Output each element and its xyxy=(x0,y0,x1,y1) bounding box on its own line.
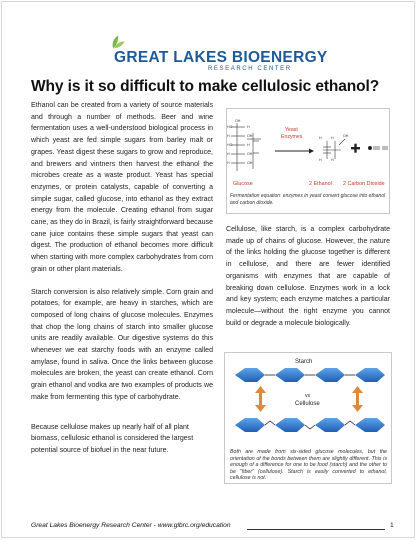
glbrc-logo xyxy=(104,28,328,72)
fermentation-equation-diagram xyxy=(227,109,391,193)
page-number: 1 xyxy=(390,522,394,529)
logo-name: GREAT LAKES BIOENERGY xyxy=(114,49,328,66)
co2-molecule-icon xyxy=(368,146,388,150)
footer-divider xyxy=(247,529,385,530)
svg-text:OH: OH xyxy=(235,119,241,123)
logo-subtitle: RESEARCH CENTER xyxy=(208,66,292,72)
svg-text:HO: HO xyxy=(227,143,233,147)
vs-label: vs xyxy=(305,393,310,399)
svg-text:H: H xyxy=(319,136,322,140)
arrow-right-icon xyxy=(352,386,363,412)
fermentation-caption: Fermentation equation: enzymes in yeast convert glucose into ethanol and carbon dioxide. xyxy=(230,193,386,206)
enzyme-label-line1: Yeast xyxy=(285,127,298,133)
starch-cellulose-caption: Both are made from six-sided glucose molecules, but the orientation of the bonds between them are slightly different. This is enough of a difference for one to be food (starch) and the other to be "fiber" (cellulose). Starch is easily converted to ethanol, cellulose is not. xyxy=(230,449,387,482)
svg-text:OH: OH xyxy=(247,152,253,156)
right-column xyxy=(226,224,390,329)
enzyme-label-line2: Enzymes xyxy=(281,134,303,140)
starch-label: Starch xyxy=(295,359,313,365)
paragraph-ethanol-sources: Ethanol can be created from a variety of source materials and through a number of methods. Beer and wine fermentation uses a well-understood biological process in which yeast are fed simple sugars from barley malt or grapes. Yeast digest these sugars to grow and reproduce, and brewers and vintners then harvest the ethanol the microbes create as a waste product. Yeast has special enzymes, or protein catalysts, capable of converting a simple sugar, called glucose, into ethanol as they extract energy from the molecule. Creating ethanol from sugar cane, as they do in Brazil, is fairly straightforward because cane juice contains these simple sugars that yeast can digest. The production of ethanol becomes more difficult when starting with more complex carbohydrates from corn grain or other plant materials. xyxy=(31,102,213,273)
svg-text:H: H xyxy=(227,161,230,165)
paragraph-starch-conversion: Starch conversion is also relatively simple. Corn grain and potatoes, for example, are heavy in starches, which are composed of long chains of glucose molecules. Enzymes that chop the long chains of starch into smaller glucose units are readily available. Our digestive systems do this whenever we eat starchy foods with an enzyme called amylase, found in saliva. Once the links between glucose molecules are broken, the yeast can create ethanol. Corn grain ethanol and vodka are two examples of products we make from fermenting this type of carbohydrate. xyxy=(31,288,213,401)
ethanol-label: 2 Ethanol xyxy=(309,181,332,187)
svg-text:H: H xyxy=(319,158,322,162)
svg-text:H: H xyxy=(227,134,230,138)
glucose-label: Glucose xyxy=(233,181,253,187)
svg-text:H: H xyxy=(331,158,334,162)
svg-text:H: H xyxy=(247,125,250,129)
starch-chain xyxy=(235,368,385,382)
co2-label: 2 Carbon Dioxide xyxy=(343,181,385,187)
svg-text:OH: OH xyxy=(247,161,253,165)
cellulose-label: Cellulose xyxy=(295,401,320,407)
paragraph-cellulose-structure: Cellulose, like starch, is a complex carbohydrate made up of chains of glucose. However, the nature of the links holding the glucose together is different in cellulose, and there are fewer identified organisms with enzymes that are capable of breaking down cellulose. Enzymes work in a lock and key system; each enzyme matches a particular molecule—without the right enzyme you cannot build or degrade a molecule biologically. xyxy=(226,226,390,327)
svg-text:H: H xyxy=(331,136,334,140)
left-column xyxy=(31,100,213,468)
cellulose-chain xyxy=(235,418,385,432)
footer-text: Great Lakes Bioenergy Research Center - www.glbrc.org/education xyxy=(31,522,231,529)
svg-text:H: H xyxy=(247,143,250,147)
arrow-left-icon xyxy=(255,386,266,412)
svg-text:OH: OH xyxy=(247,134,253,138)
document-page xyxy=(1,1,415,538)
svg-text:OH: OH xyxy=(343,134,349,138)
svg-text:HO: HO xyxy=(227,125,233,129)
fermentation-figure xyxy=(226,108,390,214)
svg-text:H: H xyxy=(227,152,230,156)
starch-cellulose-figure xyxy=(224,352,392,484)
starch-vs-cellulose-diagram xyxy=(225,353,393,449)
paragraph-cellulose-potential: Because cellulose makes up nearly half of all plant biomass, cellulosic ethanol is considered the largest potential source of biofuel in the near future. xyxy=(31,423,194,454)
page-title: Why is it so difficult to make cellulosic ethanol? xyxy=(31,78,380,95)
